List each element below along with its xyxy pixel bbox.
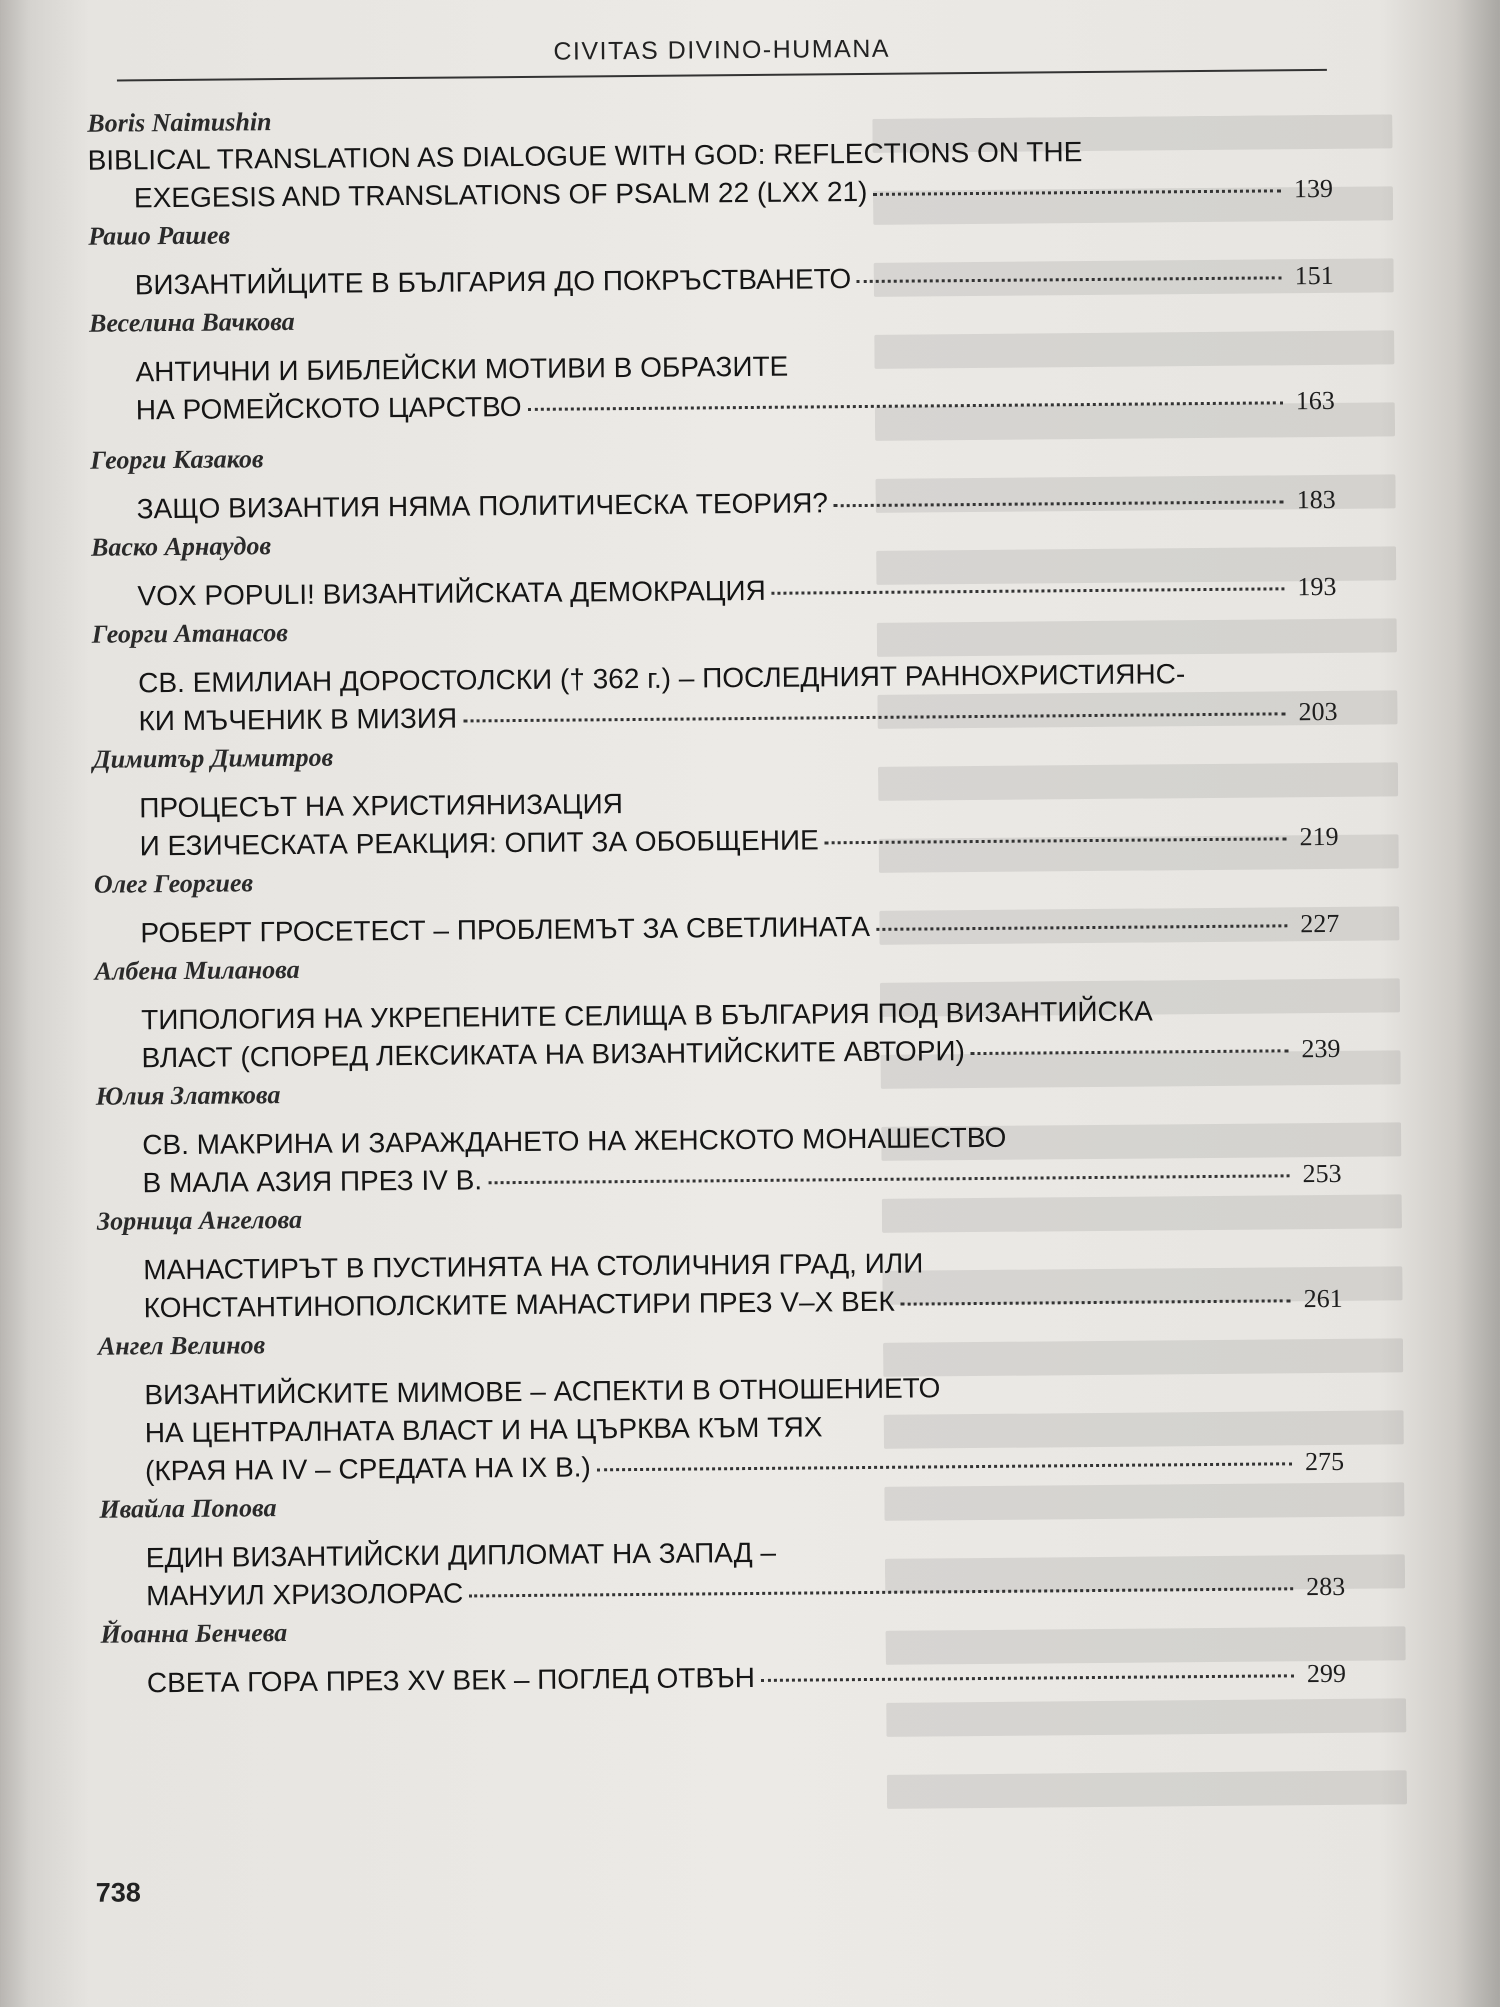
- toc-entry: [87, 95, 1333, 219]
- entry-title-line: ПРОЦЕСЪТ НА ХРИСТИЯНИЗАЦИЯ: [139, 788, 623, 824]
- entry-page-number: 203: [1298, 696, 1338, 727]
- entry-page-number: 193: [1297, 571, 1337, 602]
- leader-dots: [876, 923, 1287, 931]
- entry-title-line: СВЕТА ГОРА ПРЕЗ XV ВЕК – ПОГЛЕД ОТВЪН: [146, 1661, 756, 1699]
- entry-title-line: АНТИЧНИ И БИБЛЕЙСКИ МОТИВИ В ОБРАЗИТЕ: [135, 350, 789, 388]
- entry-title-line: КИ МЪЧЕНИК В МИЗИЯ: [138, 702, 458, 737]
- entry-title-line: BIBLICAL TRANSLATION AS DIALOGUE WITH GOD: REFLECTIONS ON THE: [87, 136, 1083, 176]
- toc-entry: [90, 432, 1336, 530]
- leader-dots: [825, 836, 1287, 844]
- entry-title-line: РОБЕРТ ГРОСЕТЕСТ – ПРОБЛЕМЪТ ЗА СВЕТЛИНАТА: [140, 910, 871, 949]
- entry-author: Зорница Ангелова: [96, 1204, 303, 1236]
- entry-title-line: EXEGESIS AND TRANSLATIONS OF PSALM 22 (LXX 21): [133, 175, 868, 214]
- entry-author: Юлия Златкова: [95, 1080, 281, 1111]
- entry-title-line: ЗАЩО ВИЗАНТИЯ НЯМА ПОЛИТИЧЕСКА ТЕОРИЯ?: [136, 487, 829, 525]
- entry-title-line: ТИПОЛОГИЯ НА УКРЕПЕНИТЕ СЕЛИЩА В БЪЛГАРИЯ ПОД ВИЗАНТИЙСКА: [141, 995, 1153, 1036]
- toc-entry: [89, 295, 1335, 431]
- running-header-title: CIVITAS DIVINO-HUMANA: [553, 34, 891, 66]
- entry-title-line: В МАЛА АЗИЯ ПРЕЗ IV В.: [142, 1164, 483, 1199]
- toc-entry: [98, 1318, 1344, 1492]
- entry-title-line: (КРАЯ НА IV – СРЕДАТА НА IX В.): [144, 1451, 591, 1487]
- toc-entry: [93, 731, 1339, 867]
- toc-entry: [88, 208, 1334, 306]
- entry-title-line: ЕДИН ВИЗАНТИЙСКИ ДИПЛОМАТ НА ЗАПАД –: [145, 1536, 777, 1574]
- entry-page-number: 275: [1304, 1446, 1345, 1477]
- entry-author: Олег Георгиев: [93, 868, 254, 899]
- entry-page-number: 261: [1303, 1283, 1343, 1314]
- leader-dots: [488, 1173, 1289, 1184]
- entry-author: Веселина Вачкова: [88, 306, 295, 338]
- entry-title-line: МАНАСТИРЪТ В ПУСТИНЯТА НА СТОЛИЧНИЯ ГРАД, ИЛИ: [143, 1247, 924, 1286]
- entry-author: Рашо Рашев: [88, 220, 231, 251]
- entry-title-line: НА РОМЕЙСКОТО ЦАРСТВО: [135, 390, 522, 426]
- entry-title-line: ВИЗАНТИЙЦИТЕ В БЪЛГАРИЯ ДО ПОКРЪСТВАНЕТО: [134, 263, 852, 301]
- entry-page-number: 151: [1294, 260, 1334, 291]
- entry-author: Димитър Димитров: [92, 742, 334, 774]
- leader-dots: [971, 1048, 1289, 1055]
- leader-dots: [528, 400, 1283, 411]
- leader-dots: [834, 499, 1284, 507]
- entry-author: Георги Атанасов: [91, 618, 289, 649]
- entry-title-line: КОНСТАНТИНОПОЛСКИТЕ МАНАСТИРИ ПРЕЗ V–X ВЕК: [143, 1285, 895, 1324]
- entry-title-line: ВИЗАНТИЙСКИТЕ МИМОВЕ – АСПЕКТИ В ОТНОШЕНИЕТО: [144, 1372, 941, 1411]
- leader-dots: [857, 275, 1282, 283]
- toc-entry: [94, 856, 1340, 954]
- toc-entry: [99, 1481, 1345, 1617]
- leader-dots: [873, 188, 1281, 196]
- leader-dots: [463, 711, 1285, 722]
- entry-author: Ангел Велинов: [97, 1330, 266, 1361]
- page-folio-number: 738: [95, 1877, 141, 1908]
- entry-page-number: 183: [1296, 484, 1336, 515]
- table-of-contents: [87, 95, 1346, 1704]
- entry-page-number: 253: [1302, 1158, 1342, 1189]
- entry-author: Георги Казаков: [90, 444, 264, 475]
- leader-dots: [772, 586, 1285, 594]
- entry-page-number: 283: [1306, 1571, 1346, 1602]
- entry-page-number: 163: [1295, 385, 1335, 416]
- toc-entry: [92, 606, 1338, 742]
- entry-title-line: СВ. ЕМИЛИАН ДОРОСТОЛСКИ († 362 г.) – ПОСЛЕДНИЯТ РАННОХРИСТИЯНС-: [138, 658, 1186, 699]
- entry-title-line: НА ЦЕНТРАЛНАТА ВЛАСТ И НА ЦЪРКВА КЪМ ТЯХ: [144, 1411, 823, 1449]
- entry-page-number: 227: [1300, 908, 1340, 939]
- entry-author: Васко Арнаудов: [90, 531, 272, 562]
- toc-entry: [100, 1606, 1346, 1704]
- leader-dots: [761, 1673, 1294, 1682]
- entry-title-line: ВЛАСТ (СПОРЕД ЛЕКСИКАТА НА ВИЗАНТИЙСКИТЕ АВТОРИ): [141, 1035, 966, 1074]
- toc-entry: [95, 943, 1341, 1079]
- entry-author: Boris Naimushin: [87, 107, 272, 138]
- header-rule: [117, 69, 1327, 82]
- toc-entry: [91, 519, 1337, 617]
- entry-page-number: 139: [1293, 173, 1334, 204]
- toc-entry: [96, 1068, 1342, 1204]
- entry-page-number: 239: [1301, 1033, 1341, 1064]
- entry-page-number: 299: [1306, 1658, 1347, 1689]
- entry-page-number: 219: [1299, 821, 1339, 852]
- running-header: [117, 23, 1327, 86]
- entry-author: Албена Миланова: [94, 954, 300, 986]
- entry-title-line: VOX POPULI! ВИЗАНТИЙСКАТА ДЕМОКРАЦИЯ: [137, 574, 766, 612]
- entry-title-line: МАНУИЛ ХРИЗОЛОРАС: [146, 1577, 464, 1612]
- leader-dots: [597, 1461, 1292, 1471]
- toc-entry: [97, 1193, 1343, 1329]
- leader-dots: [469, 1586, 1293, 1597]
- entry-title-line: СВ. МАКРИНА И ЗАРАЖДАНЕТО НА ЖЕНСКОТО МОНАШЕСТВО: [142, 1121, 1007, 1161]
- leader-dots: [901, 1298, 1291, 1305]
- entry-title-line: И ЕЗИЧЕСКАТА РЕАКЦИЯ: ОПИТ ЗА ОБОБЩЕНИЕ: [139, 824, 819, 862]
- entry-author: Йоанна Бенчева: [100, 1618, 288, 1649]
- entry-author: Ивайла Попова: [99, 1493, 277, 1524]
